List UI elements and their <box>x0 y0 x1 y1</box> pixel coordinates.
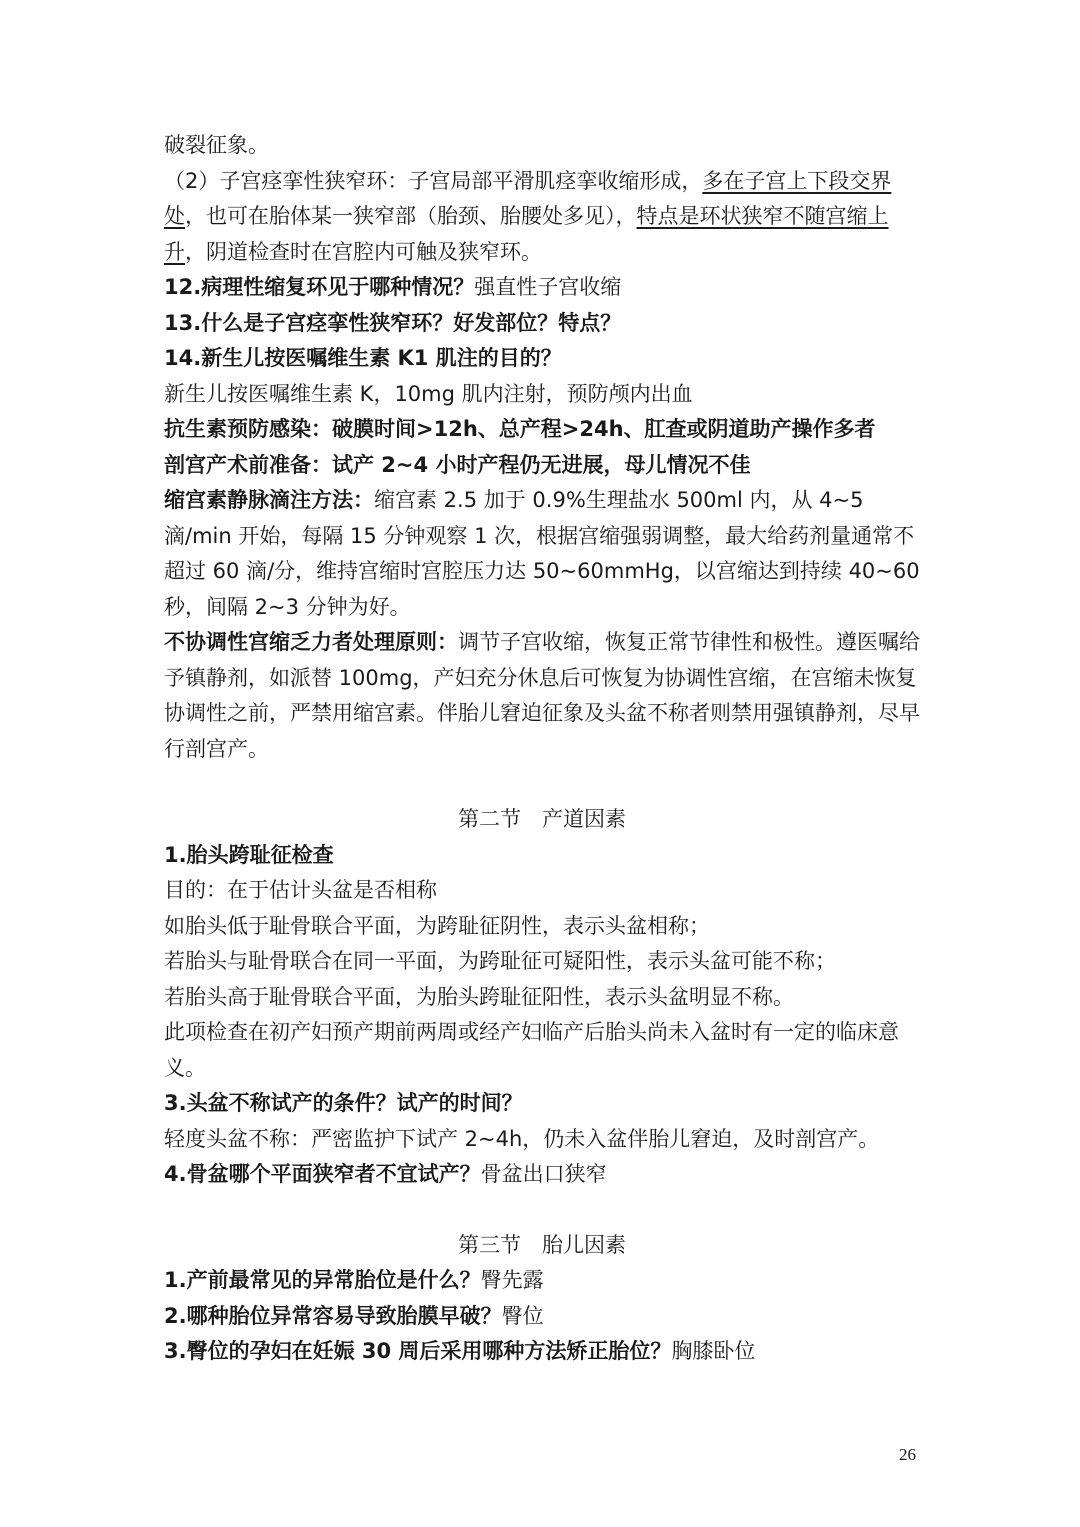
section2-question-1: 1.胎头跨耻征检查 <box>164 842 334 867</box>
oxytocin-paragraph: 缩宫素静脉滴注方法：缩宫素 2.5 加于 0.9%生理盐水 500ml 内，从 4~5 滴/min 开始，每隔 15 分钟观察 1 次，根据宫缩强弱调整，最大给药剂量通常不超过 60 滴/分，维持宫缩时宫腔压力达 50~60mmHg，以宫缩达到持续 40~60 秒，间隔 2~3 分钟为好。 <box>164 488 920 619</box>
question-13: 13.什么是子宫痉挛性狭窄环？好发部位？特点？ <box>164 310 622 335</box>
text-line: 目的：在于估计头盆是否相称 <box>164 878 437 902</box>
question-14: 14.新生儿按医嘱维生素 K1 肌注的目的？ <box>164 346 562 370</box>
section3-question-1: 1.产前最常见的异常胎位是什么？臀先露 <box>164 1268 544 1292</box>
text-line: 若胎头高于耻骨联合平面，为胎头跨耻征阳性，表示头盆明显不称。 <box>164 984 794 1009</box>
section3-question-3: 3.臀位的孕妇在妊娠 30 周后采用哪种方法矫正胎位？胸膝卧位 <box>164 1339 756 1363</box>
antibiotic-line: 抗生素预防感染：破膜时间>12h、总产程>24h、肛查或阴道助产操作多者 <box>164 417 876 441</box>
text-line: 若胎头与耻骨联合在同一平面，为跨耻征可疑阳性，表示头盆可能不称； <box>164 949 836 973</box>
underlined-text: 特点是环状狭窄不随宫缩上升 <box>164 204 889 264</box>
underlined-text: 多在子宫上下段交界处 <box>164 168 892 228</box>
page-number: 26 <box>899 1445 916 1464</box>
section-heading-3: 第三节 胎儿因素 <box>458 1232 626 1257</box>
paragraph-spasm-ring: （2）子宫痉挛性狭窄环：子宫局部平滑肌痉挛收缩形成，多在子宫上下段交界处，也可在胎体某一狭窄部（胎颈、胎腰处多见），特点是环状狭窄不随宫缩上升，阴道检查时在宫腔内可触及狭窄环。 <box>164 168 892 264</box>
question-12: 12.病理性缩复环见于哪种情况？强直性子宫收缩 <box>164 275 622 299</box>
document-body <box>164 128 920 1370</box>
text-line: 如胎头低于耻骨联合平面，为跨耻征阴性，表示头盆相称； <box>164 913 710 938</box>
text-line: 此项检查在初产妇预产期前两周或经产妇临产后胎头尚未入盆时有一定的临床意义。 <box>164 1020 899 1080</box>
section2-answer-3: 轻度头盆不称：严密监护下试产 2~4h，仍未入盆伴胎儿窘迫，及时剖宫产。 <box>164 1126 880 1151</box>
section2-question-4: 4.骨盆哪个平面狭窄者不宜试产？骨盆出口狭窄 <box>164 1162 607 1186</box>
section3-question-2: 2.哪种胎位异常容易导致胎膜早破？臀位 <box>164 1303 544 1328</box>
uncoordinated-paragraph: 不协调性宫缩乏力者处理原则：调节子宫收缩，恢复正常节律性和极性。遵医嘱给予镇静剂，如派替 100mg，产妇充分休息后可恢复为协调性宫缩，在宫缩未恢复协调性之前，严禁用缩宫素。伴胎儿窘迫征象及头盆不称者则禁用强镇静剂，尽早行剖宫产。 <box>164 630 920 761</box>
answer-14: 新生儿按医嘱维生素 K，10mg 肌内注射，预防颅内出血 <box>164 381 693 406</box>
section2-question-3: 3.头盆不称试产的条件？试产的时间？ <box>164 1091 523 1115</box>
text-line: 破裂征象。 <box>164 133 269 157</box>
section-heading-2: 第二节 产道因素 <box>458 807 626 831</box>
cesarean-prep-line: 剖宫产术前准备：试产 2~4 小时产程仍无进展，母儿情况不佳 <box>164 452 751 477</box>
